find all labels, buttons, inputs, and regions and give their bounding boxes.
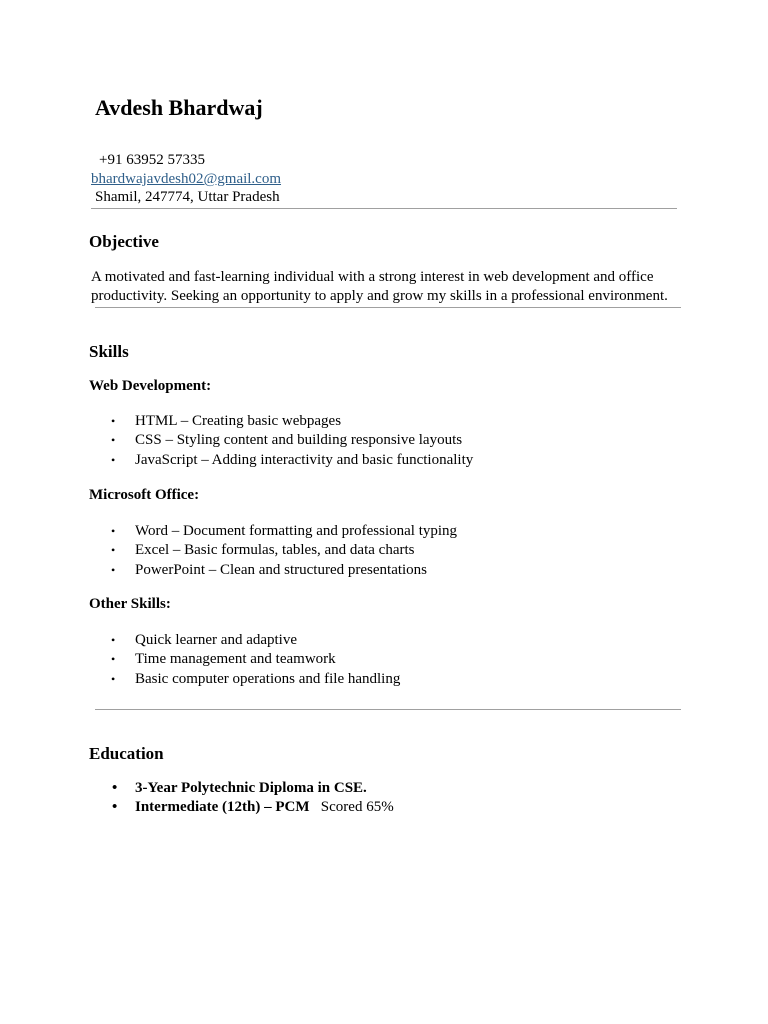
- list-item: [0, 650, 400, 669]
- education-list: [0, 779, 394, 818]
- skill-text: Time management and teamwork: [135, 651, 336, 668]
- skill-text: PowerPoint – Clean and structured presentations: [135, 561, 428, 578]
- list-item: [0, 431, 473, 450]
- office-skills-list: [0, 522, 457, 580]
- bullet-icon: •: [111, 562, 116, 577]
- objective-line: productivity. Seeking an opportunity to apply and grow my skills in a professional environment.: [91, 288, 668, 304]
- education-score: Scored 65%: [320, 799, 394, 816]
- list-item: [0, 798, 394, 817]
- list-item: [0, 522, 457, 541]
- web-development-heading: Web Development:: [89, 378, 212, 394]
- skill-text: Excel – Basic formulas, tables, and data charts: [135, 542, 415, 559]
- list-item: [0, 541, 457, 560]
- email-link[interactable]: bhardwajavdesh02@gmail.com: [91, 171, 282, 187]
- list-item: [0, 670, 400, 689]
- skill-text: HTML – Creating basic webpages: [135, 413, 342, 429]
- list-item: [0, 412, 473, 431]
- skill-text: Word – Document formatting and professional typing: [135, 523, 458, 539]
- bullet-icon: •: [112, 780, 118, 796]
- education-item: Intermediate (12th) – PCM: [135, 799, 310, 816]
- phone-number: +91 63952 57335: [99, 152, 205, 168]
- skill-text: Basic computer operations and file handling: [135, 670, 401, 687]
- microsoft-office-heading: Microsoft Office:: [89, 487, 200, 503]
- bullet-icon: •: [111, 414, 116, 428]
- bullet-icon: •: [111, 433, 116, 448]
- address: Shamil, 247774, Uttar Pradesh: [95, 189, 280, 205]
- bullet-icon: •: [111, 543, 116, 558]
- skill-text: Quick learner and adaptive: [135, 632, 298, 648]
- other-skills-list: [0, 631, 400, 689]
- resume-name: Avdesh Bhardwaj: [95, 95, 263, 120]
- bullet-icon: •: [112, 799, 118, 816]
- objective-divider: [95, 307, 681, 308]
- skill-text: CSS – Styling content and building responsive layouts: [135, 432, 463, 449]
- header-divider: [91, 208, 677, 209]
- bullet-icon: •: [111, 671, 116, 686]
- objective-text: [91, 268, 681, 306]
- list-item: [0, 561, 457, 580]
- objective-heading: Objective: [89, 232, 159, 251]
- skills-divider: [95, 709, 681, 710]
- bullet-icon: •: [111, 524, 116, 538]
- education-heading: Education: [89, 744, 164, 763]
- list-item: [0, 451, 473, 470]
- bullet-icon: •: [111, 452, 116, 467]
- list-item: [0, 779, 394, 798]
- skills-heading: Skills: [89, 342, 129, 361]
- education-item: 3-Year Polytechnic Diploma in CSE.: [135, 780, 367, 796]
- objective-line: A motivated and fast-learning individual with a strong interest in web development and office: [91, 269, 654, 285]
- web-skills-list: [0, 412, 473, 470]
- bullet-icon: •: [111, 633, 116, 647]
- other-skills-heading: Other Skills:: [89, 596, 171, 612]
- skill-text: JavaScript – Adding interactivity and basic functionality: [135, 451, 474, 468]
- list-item: [0, 631, 400, 650]
- bullet-icon: •: [111, 652, 116, 667]
